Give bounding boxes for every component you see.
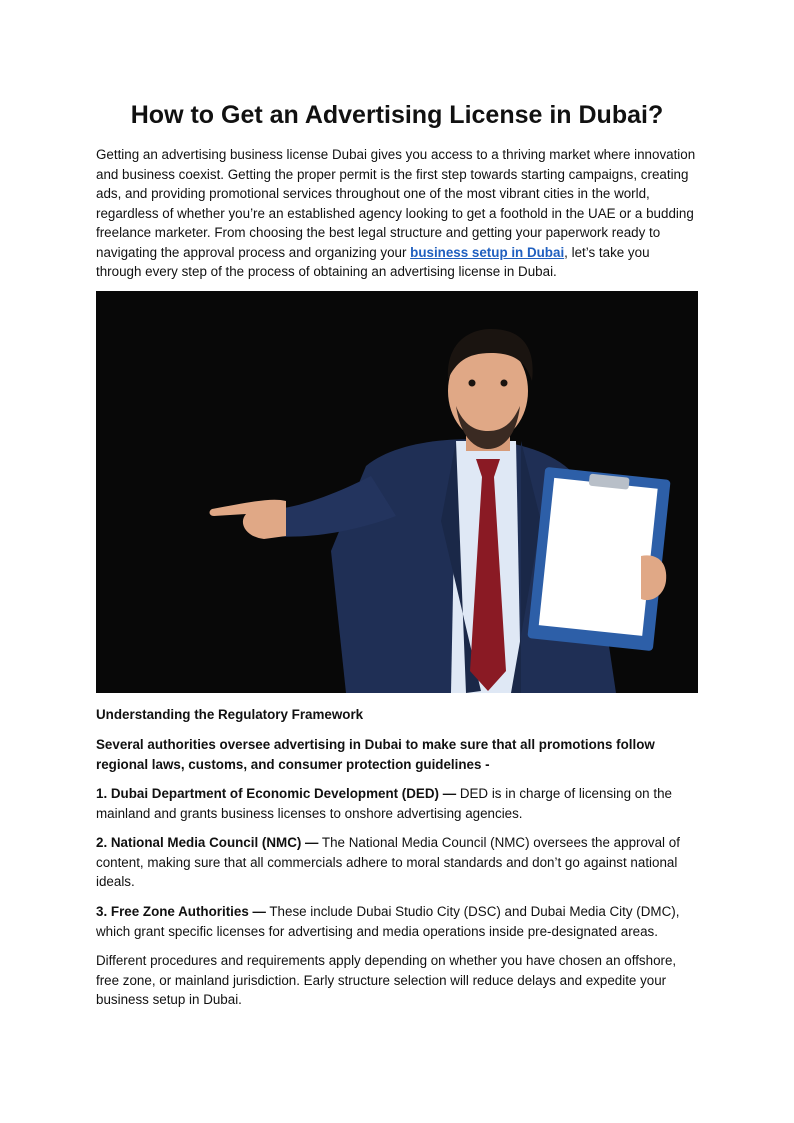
list-item-text: DED is in charge of licensing on the mainland and grants business licenses to onshore advertising agencies. — [96, 786, 672, 821]
page-title: How to Get an Advertising License in Dubai? — [130, 101, 664, 129]
list-item-text: These include Dubai Studio City (DSC) and Dubai Media City (DMC), which grant specific licenses for advertising and media operations inside pre-designated areas. — [96, 904, 680, 939]
intro-paragraph — [96, 145, 698, 282]
left-eye — [469, 380, 476, 387]
list-item-label: 3. Free Zone Authorities — — [96, 904, 266, 919]
intro-text-end: , let’s take you through every step of the process of obtaining an advertising license in Dubai. — [96, 244, 650, 279]
business-setup-link[interactable]: business setup in Dubai — [410, 244, 565, 260]
list-item — [96, 784, 698, 823]
right-eye — [501, 380, 508, 387]
list-item-label: 1. Dubai Department of Economic Development (DED) — — [96, 786, 457, 801]
intro-text-start: Getting an advertising business license Dubai gives you access to a thriving market where innovation and business coexist. Getting the proper permit is the first step towards starting campaigns, creating ads, and providing promotional services throughout one of the most vibrant cities in the world, regardless of whether you’re an established agency looking to get a foothold in the UAE or a budding freelance marketer. From choosing the best legal structure and getting your paperwork ready to navigating the approval process and organizing your — [96, 147, 696, 260]
section-heading: Understanding the Regulatory Framework — [96, 707, 364, 722]
list-item-text: The National Media Council (NMC) oversees the approval of content, making sure that all commercials adhere to moral standards and don’t go against national ideals. — [96, 835, 680, 889]
businessman-illustration — [96, 291, 698, 693]
list-item-label: 2. National Media Council (NMC) — — [96, 835, 319, 850]
list-item — [96, 833, 698, 892]
closing-paragraph: Different procedures and requirements apply depending on whether you have chosen an offshore, free zone, or mainland jurisdiction. Early structure selection will reduce delays and expedite your business setup in Dubai. — [96, 953, 677, 1007]
clipboard-paper — [539, 478, 658, 636]
list-item — [96, 902, 698, 941]
section-lead: Several authorities oversee advertising in Dubai to make sure that all promotions follow regional laws, customs, and consumer protection guidelines - — [96, 737, 655, 772]
businessman-photo — [96, 291, 698, 693]
